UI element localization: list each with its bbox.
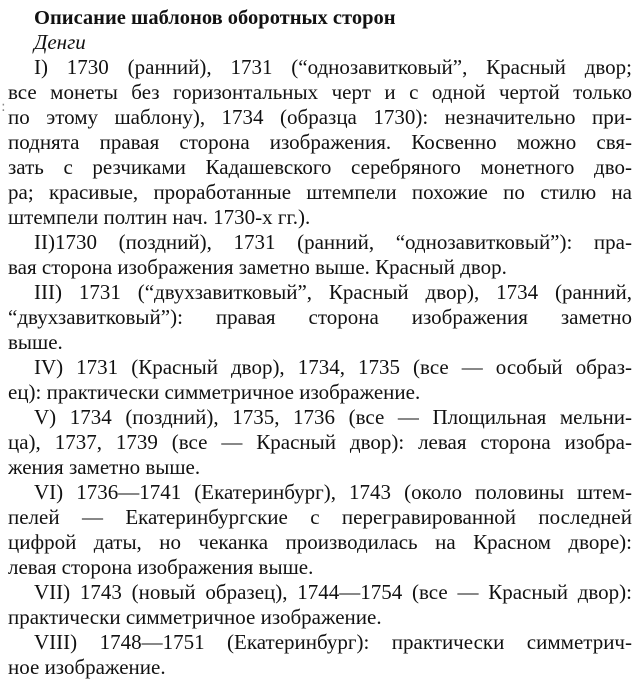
entry-line: VI) 1736—1741 (Екатеринбург), 1743 (около половины штем- [34,480,632,504]
entry-line: левая сторона изображения выше. [8,555,314,579]
entry-line: II)1730 (поздний), 1731 (ранний, “однозавитковый”): пра- [34,230,632,254]
entry-line: ное изображение. [8,655,166,679]
entry-paragraph [8,230,632,280]
entry-line: вая сторона изображения заметно выше. Красный двор. [8,255,507,279]
entry-line: цифрой даты, но чеканка производилась на Красном дворе): [8,530,632,554]
entry-line: зать с резчиками Кадашевского серебряного монетного дво- [8,155,632,179]
entry-line: жения заметно выше. [8,455,201,479]
entry-paragraph [8,405,632,480]
entry-line: VIII) 1748—1751 (Екатеринбург): практически симметрич- [34,630,632,654]
entry-line: практически симметричное изображение. [8,605,382,629]
entry-paragraph [8,355,632,405]
margin-mark: : [1,99,6,115]
section-subheading: Денги [34,30,86,54]
entry-line: ца), 1737, 1739 (все — Красный двор): левая сторона изобра- [8,430,632,454]
entry-paragraph [8,280,632,355]
entry-line: III) 1731 (“двухзавитковый”, Красный двор), 1734 (ранний, [34,280,632,304]
entry-line: I) 1730 (ранний), 1731 (“однозавитковый”, Красный двор; [34,55,632,79]
section-heading: Описание шаблонов оборотных сторон [34,7,396,29]
entry-paragraph [8,55,632,230]
entry-paragraph [8,480,632,580]
entry-line: “двухзавитковый”): правая сторона изображения заметно [8,305,632,329]
entry-line: VII) 1743 (новый образец), 1744—1754 (все — Красный двор): [34,580,632,604]
entry-line: пелей — Екатеринбургские с перегравированной последней [8,505,632,529]
entries-list [8,55,632,680]
entry-line: IV) 1731 (Красный двор), 1734, 1735 (все — особый образ- [34,355,632,379]
entry-line: ра; красивые, проработанные штемпели похожие по стилю на [8,180,632,204]
entry-line: V) 1734 (поздний), 1735, 1736 (все — Площильная мельни- [34,405,632,429]
entry-line: выше. [8,330,63,354]
entry-line: по этому шаблону), 1734 (образца 1730): незначительно при- [8,105,632,129]
entry-line: ец): практически симметричное изображение. [8,380,421,404]
entry-line: штемпели полтин нач. 1730-х гг.). [8,205,311,229]
entry-paragraph [8,630,632,680]
entry-line: все монеты без горизонтальных черт и с одной чертой только [8,80,632,104]
entry-line: поднята правая сторона изображения. Косвенно можно свя- [8,130,632,154]
entry-paragraph [8,580,632,630]
